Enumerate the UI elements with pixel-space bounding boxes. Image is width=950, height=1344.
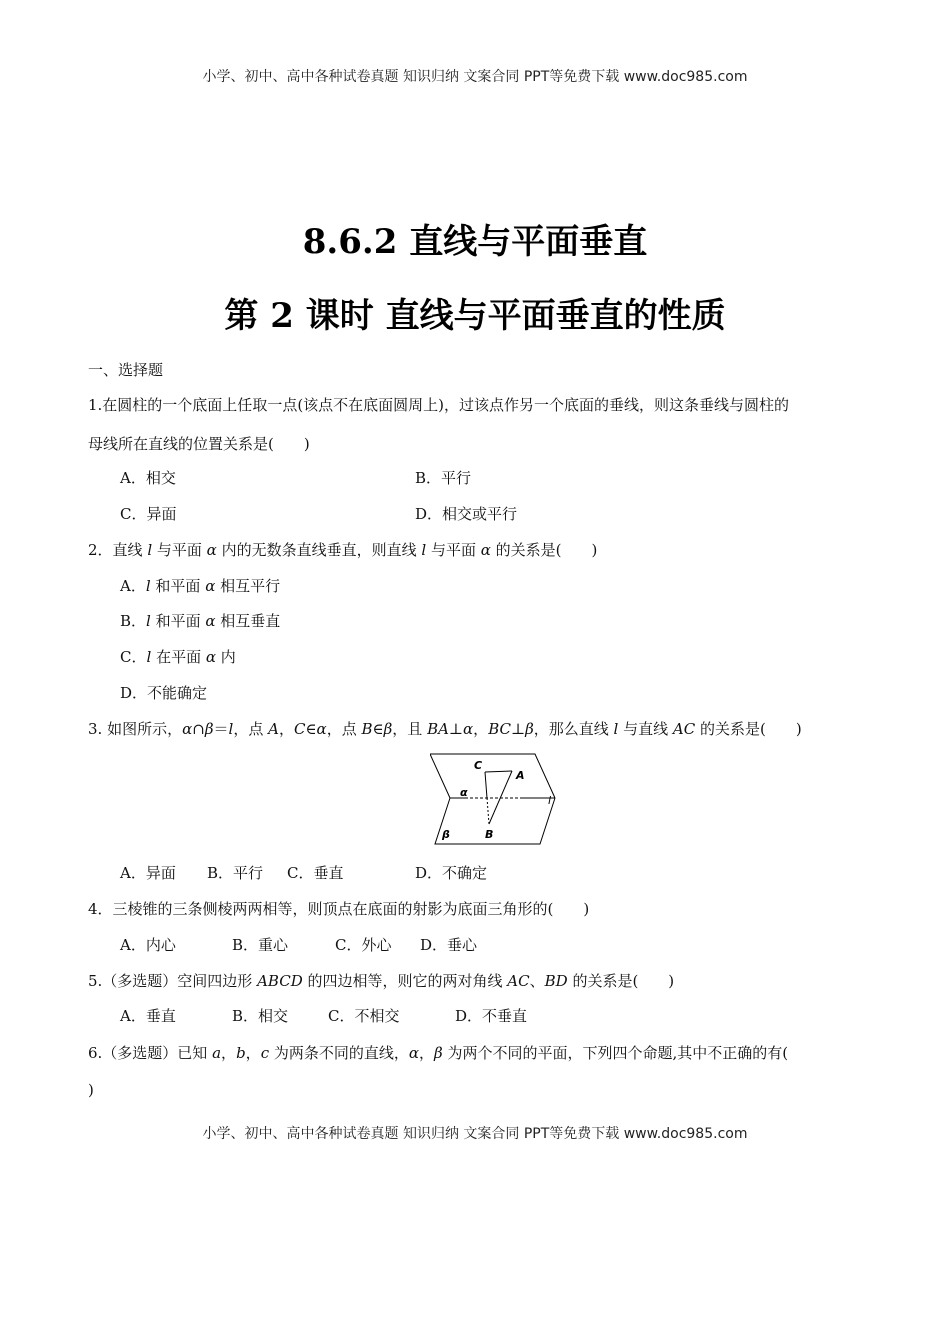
q3-stem: 3. 如图所示，α∩β＝l，点 A，C∈α，点 B∈β，且 BA⊥α，BC⊥β，那么直线 l 与直线 AC 的关系是( ) — [88, 720, 802, 738]
q1-option-a: A．相交 — [120, 469, 176, 487]
label-b: B — [485, 828, 494, 841]
q1-stem-line1: 1.在圆柱的一个底面上任取一点(该点不在底面圆周上)，过该点作另一个底面的垂线，则这条垂线与圆柱的 — [88, 396, 790, 414]
q4-option-b: B．重心 — [232, 936, 289, 954]
label-beta: β — [442, 828, 450, 841]
label-a: A — [516, 769, 525, 782]
label-alpha: α — [460, 786, 468, 799]
label-l: l — [548, 794, 552, 807]
q3-option-a: A．异面 — [120, 864, 176, 882]
label-c: C — [474, 759, 483, 772]
plane-beta-outline — [435, 798, 555, 844]
q4-option-c: C．外心 — [335, 936, 392, 954]
plane-alpha-outline — [430, 754, 555, 798]
segment-ca — [485, 771, 512, 772]
q1-option-d: D．相交或平行 — [415, 505, 518, 523]
page-header: 小学、初中、高中各种试卷真题 知识归纳 文案合同 PPT等免费下载 www.doc985.com — [202, 69, 748, 85]
q5-option-d: D．不垂直 — [455, 1007, 528, 1025]
q6-stem: 6.（多选题）已知 a，b，c 为两条不同的直线，α，β 为两个不同的平面，下列四个命题,其中不正确的有( — [88, 1044, 789, 1062]
q1-stem-line2: 母线所在直线的位置关系是( ) — [88, 435, 310, 453]
q5-option-b: B．相交 — [232, 1007, 289, 1025]
segment-cb-hidden — [487, 798, 489, 824]
q2-option-a: A．l 和平面 α 相互平行 — [120, 577, 281, 595]
q5-stem: 5.（多选题）空间四边形 ABCD 的四边相等，则它的两对角线 AC、BD 的关系是( ) — [88, 972, 675, 990]
q3-option-b: B．平行 — [207, 864, 264, 882]
page-footer: 小学、初中、高中各种试卷真题 知识归纳 文案合同 PPT等免费下载 www.doc985.com — [202, 1126, 748, 1142]
q2-option-d: D．不能确定 — [120, 684, 208, 702]
q1-option-c: C．异面 — [120, 505, 177, 523]
q4-option-d: D．垂心 — [420, 936, 478, 954]
section-heading: 一、选择题 — [88, 361, 164, 379]
q5-option-c: C．不相交 — [328, 1007, 400, 1025]
q3-figure — [430, 752, 560, 847]
plane-alpha-left-edge — [430, 754, 450, 798]
q2-stem: 2．直线 l 与平面 α 内的无数条直线垂直，则直线 l 与平面 α 的关系是( ) — [88, 541, 598, 559]
q2-option-c: C．l 在平面 α 内 — [120, 648, 236, 666]
q1-option-b: B．平行 — [415, 469, 472, 487]
q5-option-a: A．垂直 — [120, 1007, 176, 1025]
q3-option-d: D．不确定 — [415, 864, 488, 882]
page-subtitle: 第 2 课时 直线与平面垂直的性质 — [224, 296, 726, 336]
q6-stem-line2: ) — [88, 1081, 94, 1099]
q2-option-b: B．l 和平面 α 相互垂直 — [120, 612, 281, 630]
q3-option-c: C．垂直 — [287, 864, 344, 882]
q4-stem: 4．三棱锥的三条侧棱两两相等，则顶点在底面的射影为底面三角形的( ) — [88, 900, 590, 918]
q4-option-a: A．内心 — [120, 936, 176, 954]
segment-cb-upper — [485, 772, 487, 798]
page-title: 8.6.2 直线与平面垂直 — [302, 222, 648, 262]
